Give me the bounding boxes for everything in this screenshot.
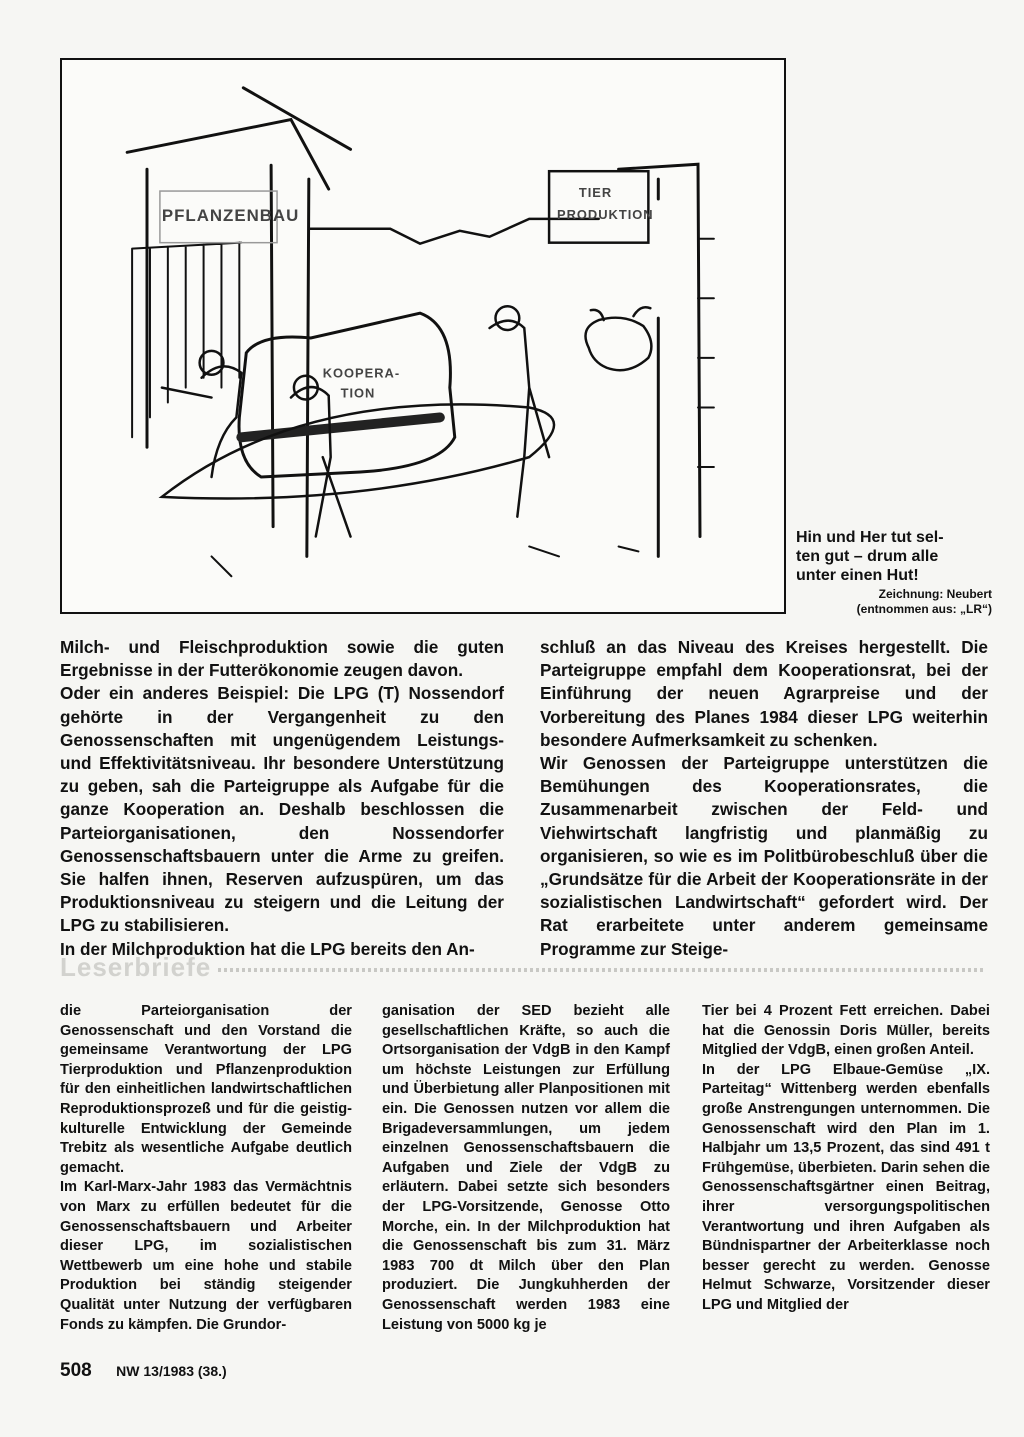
paragraph: In der LPG Elbaue-Gemüse „IX. Parteitag“ Wittenberg werden ebenfalls große Anstrengungen unternommen. Die Genossenschaft wird den Plan im 1. Halbjahr um 13,5 Prozent, das sind 491 t Frühgemüse, überbieten. Darin sehen die Genossenschaftsgärtner einen Beitrag, ihrer versorgungspolitischen Verantwortung und ihren Aufgaben als Bündnispartner der Arbeiterklasse noch besser gerecht zu werden. Genosse Helmut Schwarze, Vorsitzender dieser LPG und Mitglied der (702, 1061, 990, 1313)
cartoon-illustration (60, 58, 786, 614)
paragraph: die Parteiorganisation der Genossenschaft und den Vorstand die gemeinsame Verantwortung der LPG Tierproduktion und Pflanzenproduktion für den einheitlichen landwirtschaftlichen Reproduktionsprozeß und für die geistig-kulturelle Entwicklung der Gemeinde Trebitz als wesentliche Aufgabe deutlich gemacht. (60, 1003, 352, 1176)
page-number: 508 (60, 1360, 92, 1381)
section-header (60, 948, 984, 984)
caption-line: unter einen Hut! (796, 567, 919, 584)
roof-line (127, 120, 329, 189)
lower-column-3 (702, 1002, 990, 1316)
caption-credit: Zeichnung: Neubert (878, 587, 992, 601)
paragraph: Oder ein anderes Beispiel: Die LPG (T) Nossendorf gehörte in der Vergangenheit zu den Genossenschaften mit ungenügendem Leistungs- und Effektivitätsniveau. Ihr besondere Unterstützung zu geben, sah die Parteigruppe als Aufgabe für die ganze Kooperation an. Deshalb beschlossen die Parteiorganisationen, den Nossendorfer Genossenschaftsbauern unter die Arme zu greifen. Sie halfen ihnen, Reserven aufzuspüren, um das Produktionsniveau zu steigern und die Leitung der LPG zu stabilisieren. (60, 683, 504, 936)
block-text-1: KOOPERA- (322, 365, 401, 381)
lower-column-2 (382, 1002, 670, 1335)
page-footer (60, 1360, 227, 1382)
upper-right-column (540, 636, 988, 961)
paragraph: Milch- und Fleischproduktion sowie die guten Ergebnisse in der Futterökonomie zeugen davon. (60, 637, 504, 681)
cartoon-caption (796, 528, 992, 617)
paragraph: In der Milchproduktion hat die LPG bereits den An- (60, 938, 475, 959)
upper-left-column (60, 636, 504, 961)
issue-label: NW 13/1983 (38.) (116, 1363, 227, 1379)
lower-column-1 (60, 1002, 352, 1335)
sign-left-text: PFLANZENBAU (161, 205, 300, 225)
paragraph: Im Karl-Marx-Jahr 1983 das Vermächtnis von Marx zu erfüllen bedeutet für die Genossenschaftsbauern und Arbeiter dieser LPG, im sozialistischen Wettbewerb um eine hohe und stabile Produktion bei ständig steigender Qualität unter Nutzung der verfügbaren Fonds zu kämpfen. Die Grundor- (60, 1179, 352, 1333)
caption-line: Hin und Her tut sel- (796, 529, 944, 546)
paragraph: Wir Genossen der Parteigruppe unterstützen die Bemühungen des Kooperationsrates, die Zusammenarbeit zwischen der Feld- und Viehwirtschaft langfristig und planmäßig zu organisieren, so wie es im Politbürobeschluß über die „Grundsätze für die Arbeit der Kooperationsräte in der sozialistischen Landwirtschaft“ gefordert wird. Der Rat erarbeitete unter anderem gemeinsame Programme zur Steige- (540, 753, 988, 959)
paragraph: ganisation der SED bezieht alle gesellschaftlichen Kräfte, so auch die Ortsorganisation der VdgB in den Kampf um höchste Leistungen zur Erfüllung und Überbietung aller Planpositionen mit ein. Die Genossen nutzen vor allem die Brigadeversammlungen, um jedem einzelnen Genossenschaftsbauern die Aufgaben und Ziele der VdgB zu erläutern. Dabei setzte sich besonders der LPG-Vorsitzende, Genosse Otto Morche, ein. In der Milchproduktion hat die Genossenschaft bis zum 31. März 1983 700 dt Milch über den Plan produziert. Die Jungkuhherden der Genossenschaft werden 1983 eine Leistung von 5000 kg je (382, 1003, 670, 1333)
section-title: Leserbriefe (60, 952, 212, 982)
sign-right-text-2: PRODUKTION (557, 206, 654, 222)
paragraph: schluß an das Niveau des Kreises hergestellt. Die Parteigruppe empfahl dem Kooperationsrat, bei der Einführung der neuen Agrarpreise und der Vorbereitung des Planes 1984 dieser LPG weiterhin besondere Aufmerksamkeit zu schenken. (540, 637, 988, 750)
block-text-2: TION (340, 385, 376, 401)
cartoon-drawing (62, 60, 784, 612)
section-rule (218, 968, 984, 972)
paragraph: Tier bei 4 Prozent Fett erreichen. Dabei hat die Genossin Doris Müller, bereits Mitglied der VdgB, einen großen Anteil. (702, 1003, 990, 1059)
sign-right-text-1: TIER (578, 185, 613, 201)
caption-line: ten gut – drum alle (796, 548, 939, 565)
caption-source: (entnommen aus: „LR“) (856, 602, 992, 616)
